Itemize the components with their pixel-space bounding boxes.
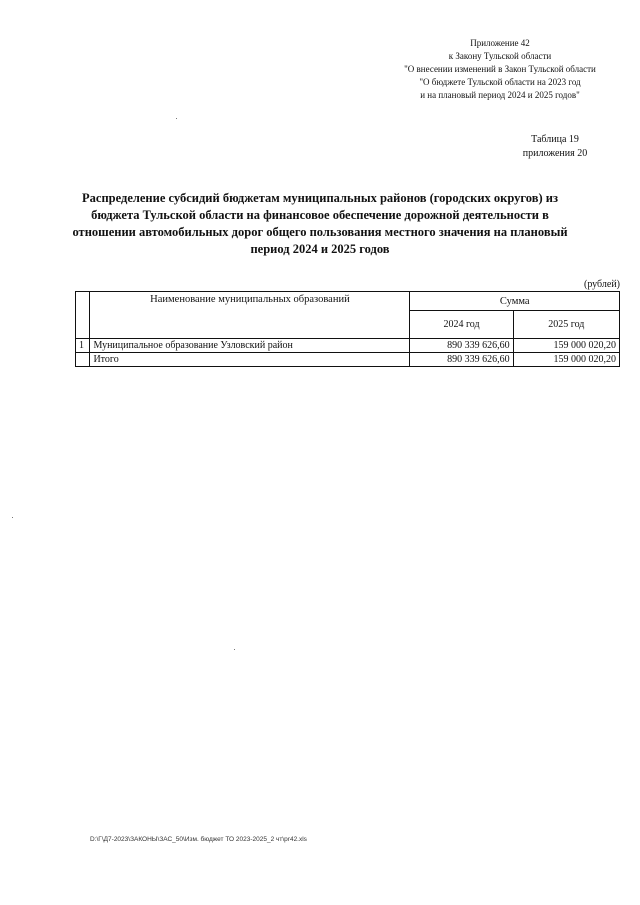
annex-line: "О внесении изменений в Закон Тульской области <box>404 64 596 74</box>
total-row <box>76 353 620 367</box>
header-sum: Сумма <box>410 292 620 311</box>
row-number: 1 <box>76 339 90 353</box>
total-label: Итого <box>90 353 410 367</box>
scan-speck <box>234 649 235 650</box>
table-row <box>76 339 620 353</box>
units-label: (рублей) <box>583 279 620 290</box>
annex-line: к Закону Тульской области <box>448 51 552 61</box>
annex-line: Приложение 42 <box>470 38 530 48</box>
total-value-2024: 890 339 626,60 <box>410 353 513 367</box>
table-header-row <box>76 292 620 311</box>
annex-header <box>380 37 620 102</box>
document-title: Распределение субсидий бюджетам муниципальных районов (городских округов) из бюджета Тульской области на финансовое обеспечение дорожной деятельности в отношении автомобильных дорог общего пользования местного значения на плановый период 2024 и 2025 годов <box>72 191 568 256</box>
total-number-cell <box>76 353 90 367</box>
header-year-2024: 2024 год <box>410 311 513 339</box>
row-value-2024: 890 339 626,60 <box>410 339 513 353</box>
table-reference <box>500 133 610 161</box>
scan-speck <box>176 118 177 119</box>
header-number-cell <box>76 292 90 339</box>
table-number: Таблица 19 <box>531 134 579 145</box>
header-name: Наименование муниципальных образований <box>90 292 410 339</box>
scan-speck <box>12 517 13 518</box>
row-name: Муниципальное образование Узловский район <box>90 339 410 353</box>
annex-line: и на плановый период 2024 и 2025 годов" <box>420 90 580 100</box>
appendix-number: приложения 20 <box>522 148 588 159</box>
total-value-2025: 159 000 020,20 <box>513 353 619 367</box>
subsidy-table <box>75 291 620 367</box>
file-path-footer: D:\Г\Д7-2023\ЗАКОНЫ\ЗАС_50\Изм. бюджет ТО 2023-2025_2 чт\pr42.xls <box>90 836 307 843</box>
annex-line: "О бюджете Тульской области на 2023 год <box>419 77 581 87</box>
row-value-2025: 159 000 020,20 <box>513 339 619 353</box>
header-year-2025: 2025 год <box>513 311 619 339</box>
